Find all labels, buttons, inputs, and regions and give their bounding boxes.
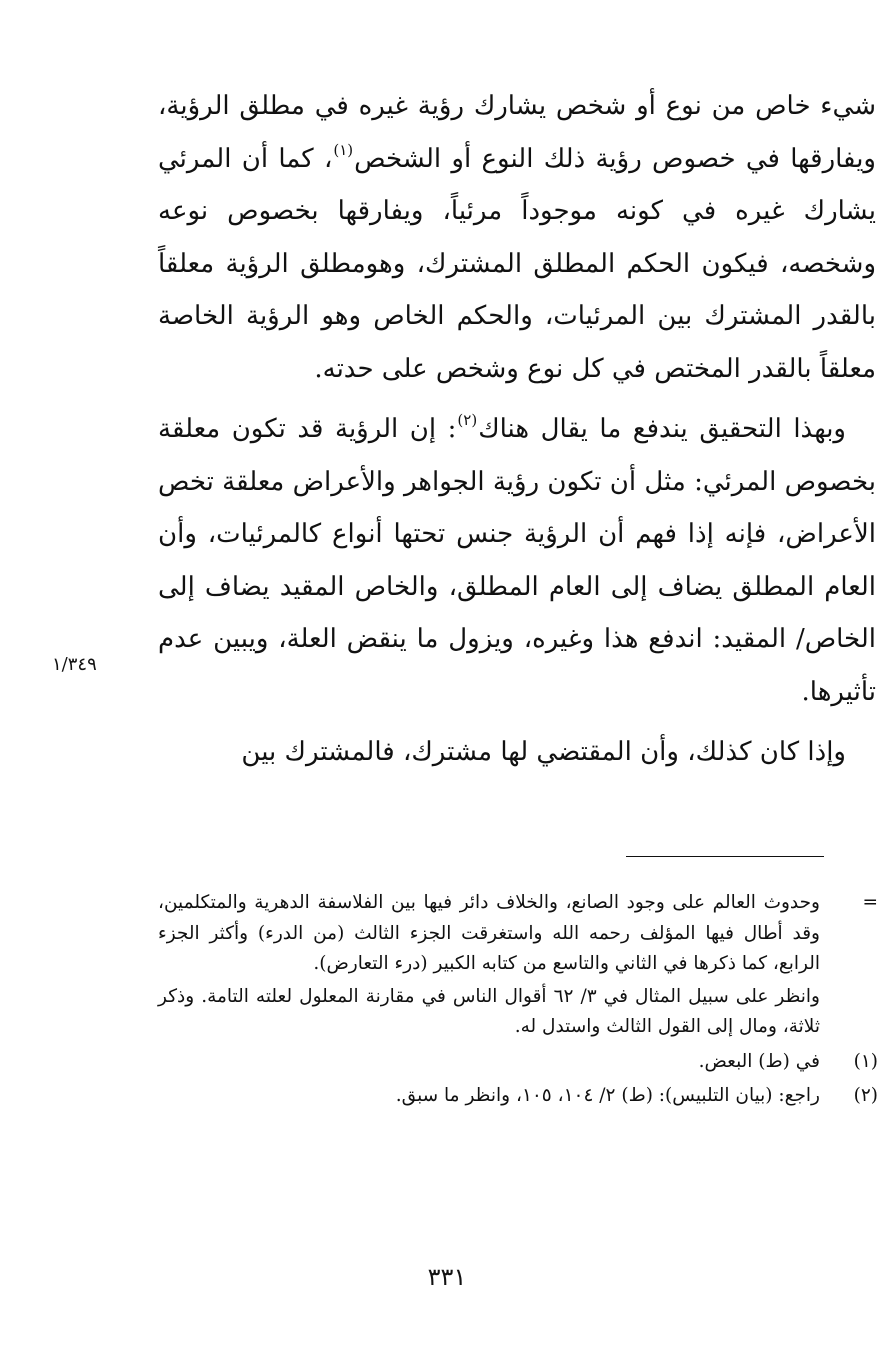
footnote-item [158,1081,878,1112]
footnote-continuation [158,888,878,1043]
footnote-marker: (١) [853,1050,878,1072]
footnote-text: وانظر على سبيل المثال في ٣/ ٦٢ أقوال الناس في مقارنة المعلول لعلته التامة. وذكر ثلاثة، ومال إلى القول الثالث واستدل له. [158,985,820,1037]
footnote-text: وحدوث العالم على وجود الصانع، والخلاف دائر فيها بين الفلاسفة الدهرية والمتكلمين، وقد أطال فيها المؤلف رحمه الله واستغرقت الجزء الثالث (من الدرء) وأكثر الجزء الرابع، كما ذكرها في الثاني والتاسع من كتابه الكبير (درء التعارض). [158,892,820,974]
margin-page-reference: ١/٣٤٩ [52,654,97,675]
footnote-text: راجع: (بيان التلبيس): (ط) ٢/ ١٠٤، ١٠٥، وانظر ما سبق. [395,1085,820,1106]
page-number: ٣٣١ [427,1263,467,1291]
footnote-divider [626,856,824,857]
paragraph: وإذا كان كذلك، وأن المقتضي لها مشترك، فالمشترك بين [241,737,846,767]
continuation-marker: = [862,892,878,913]
footnotes [158,888,878,1116]
main-text [158,80,876,779]
paragraph: شيء خاص من نوع أو شخص يشارك رؤية غيره في مطلق الرؤية، ويفارقها في خصوص رؤية ذلك النوع أو الشخص$^{(١)}$، كما أن المرئي يشارك غيره في كونه موجوداً مرئياً، ويفارقها بخصوص نوعه وشخصه، فيكون الحكم المطلق المشترك، وهومطلق الرؤية معلقاً بالقدر المشترك بين المرئيات، والحكم الخاص وهو الرؤية الخاصة معلقاً بالقدر المختص في كل نوع وشخص على حدته. [158,91,876,384]
footnote-text: في (ط) البعض. [698,1050,820,1072]
paragraph: وبهذا التحقيق يندفع ما يقال هناك$^{(٢)}$: إن الرؤية قد تكون معلقة بخصوص المرئي: مثل أن تكون رؤية الجواهر والأعراض معلقة تخص الأعراض، فإنه إذا فهم أن الرؤية جنس تحتها أنواع كالمرئيات، وأن العام المطلق يضاف إلى العام المطلق، والخاص المقيد يضاف إلى الخاص/ المقيد: اندفع هذا وغيره، ويزول ما ينقض العلة، ويبين عدم تأثيرها. [158,411,876,707]
footnote-marker: (٢) [853,1085,878,1106]
footnote-item [158,1047,878,1078]
footnote-reference[interactable]: (١) [333,140,354,159]
footnote-reference[interactable]: (٢) [457,411,478,429]
